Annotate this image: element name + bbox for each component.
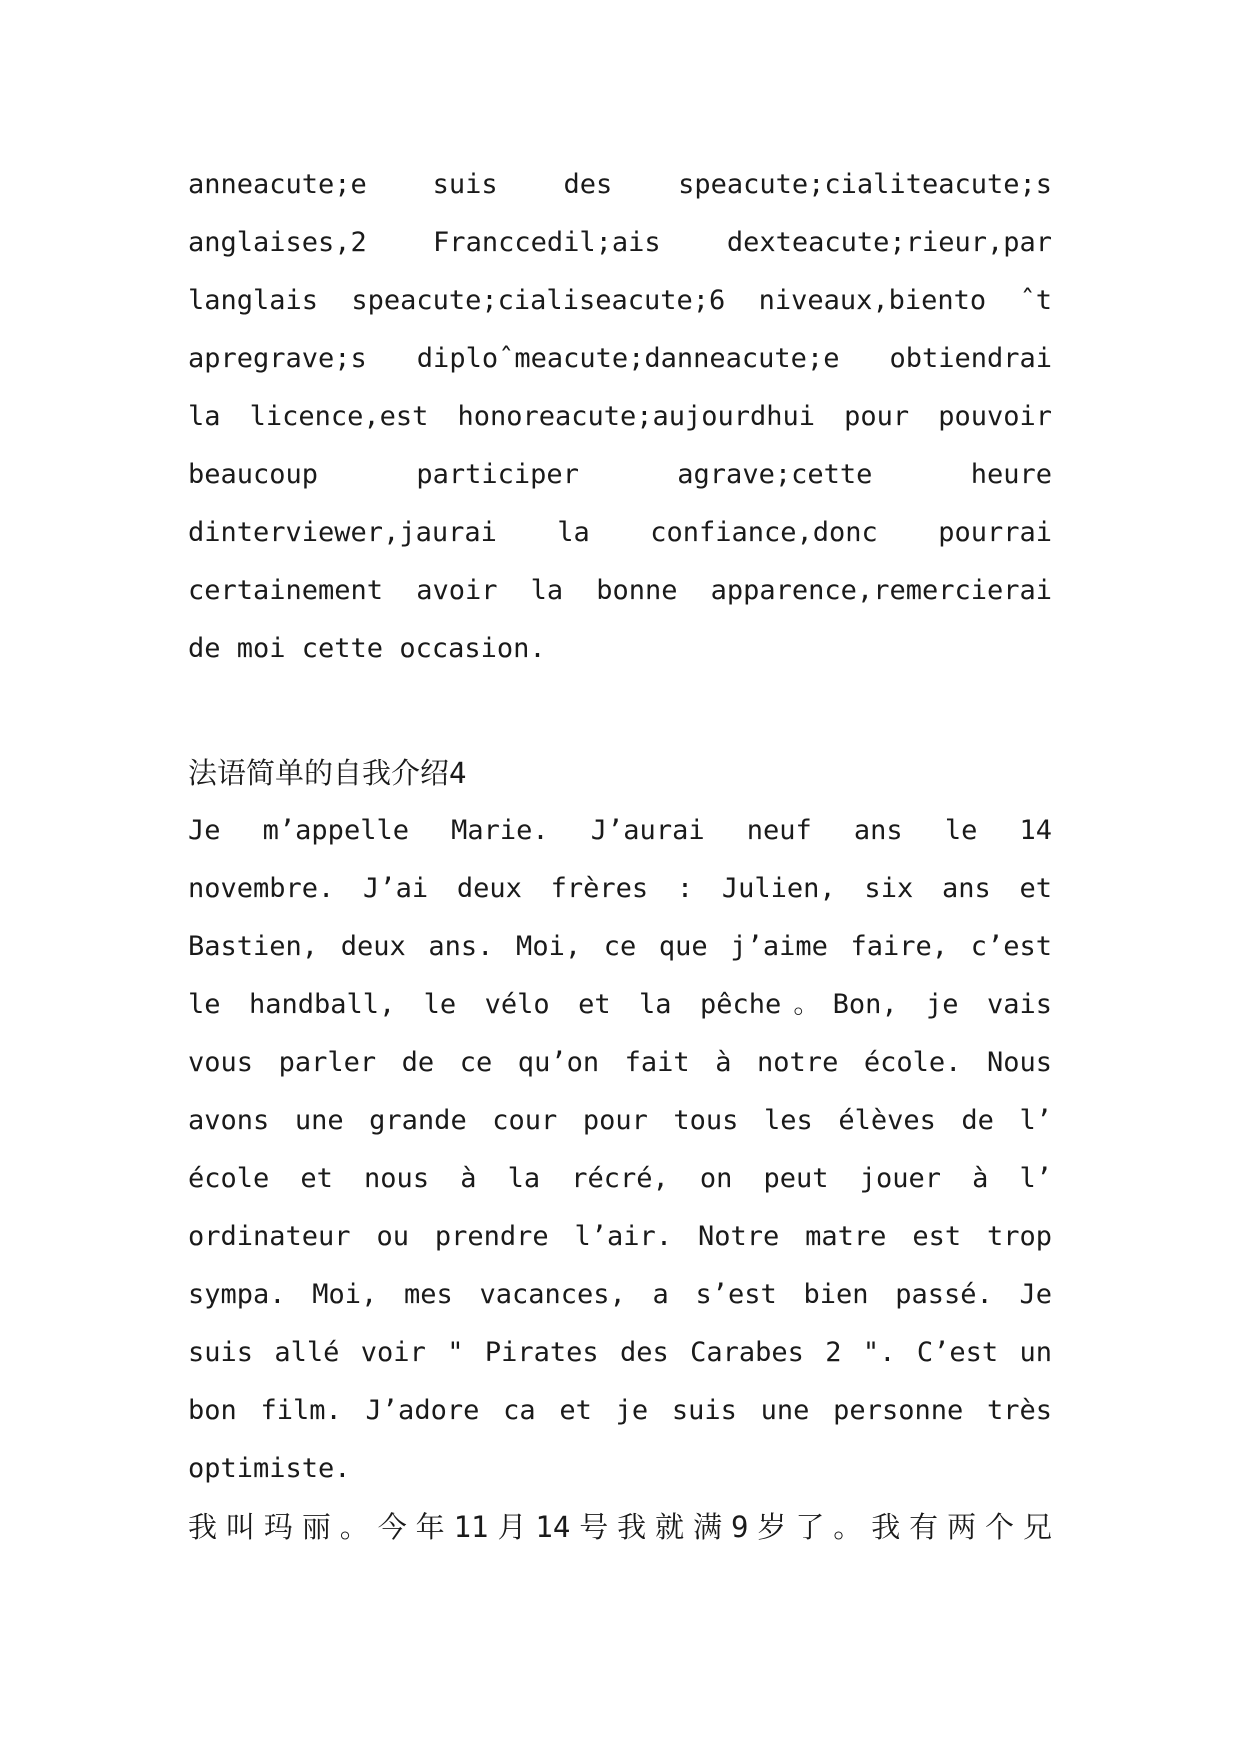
- text-line: optimiste.: [188, 1453, 351, 1484]
- text-line: école et nous à la récré, on peut jouer à l’: [188, 1163, 1052, 1194]
- text-line: sympa. Moi, mes vacances, a s’est bien passé. Je: [188, 1279, 1052, 1310]
- text-line: beaucoup participer agrave;cette heure: [188, 459, 1052, 490]
- text-line: avons une grande cour pour tous les élèves de l’: [188, 1105, 1052, 1136]
- text-line: le handball, le vélo et la pêche。Bon, je vais: [188, 989, 1052, 1020]
- text-line: anneacute;e suis des speacute;cialiteacute;s: [188, 169, 1052, 200]
- text-line: apregrave;s diploˆmeacute;danneacute;e obtiendrai: [188, 343, 1052, 374]
- text-line: novembre. J’ai deux frères : Julien, six ans et: [188, 873, 1052, 904]
- text-line: suis allé voir " Pirates des Carabes 2 ". C’est un: [188, 1337, 1052, 1368]
- text-line: bon film. J’adore ca et je suis une personne très: [188, 1395, 1052, 1426]
- text-line: anglaises,2 Franccedil;ais dexteacute;rieur,par: [188, 227, 1052, 258]
- section-heading: 法语简单的自我介绍4: [188, 756, 467, 790]
- text-line: certainement avoir la bonne apparence,remercierai: [188, 575, 1052, 606]
- text-line: de moi cette occasion.: [188, 633, 546, 664]
- text-line: Je m’appelle Marie. J’aurai neuf ans le 14: [188, 815, 1052, 846]
- text-line: Bastien, deux ans. Moi, ce que j’aime faire, c’est: [188, 931, 1052, 962]
- paragraph-chinese-intro: [188, 1498, 1052, 1556]
- text-line: 我叫玛丽。今年11月14号我就满9岁了。我有两个兄: [188, 1510, 1052, 1544]
- text-line: la licence,est honoreacute;aujourdhui pour pouvoir: [188, 401, 1052, 432]
- text-line: ordinateur ou prendre l’air. Notre matre est trop: [188, 1221, 1052, 1252]
- paragraph-french-intro: [188, 802, 1052, 1498]
- text-line: vous parler de ce qu’on fait à notre école. Nous: [188, 1047, 1052, 1078]
- text-line: dinterviewer,jaurai la confiance,donc pourrai: [188, 517, 1052, 548]
- text-line: langlais speacute;cialiseacute;6 niveaux,biento ˆt: [188, 285, 1052, 316]
- paragraph-french-continuation: [188, 156, 1052, 678]
